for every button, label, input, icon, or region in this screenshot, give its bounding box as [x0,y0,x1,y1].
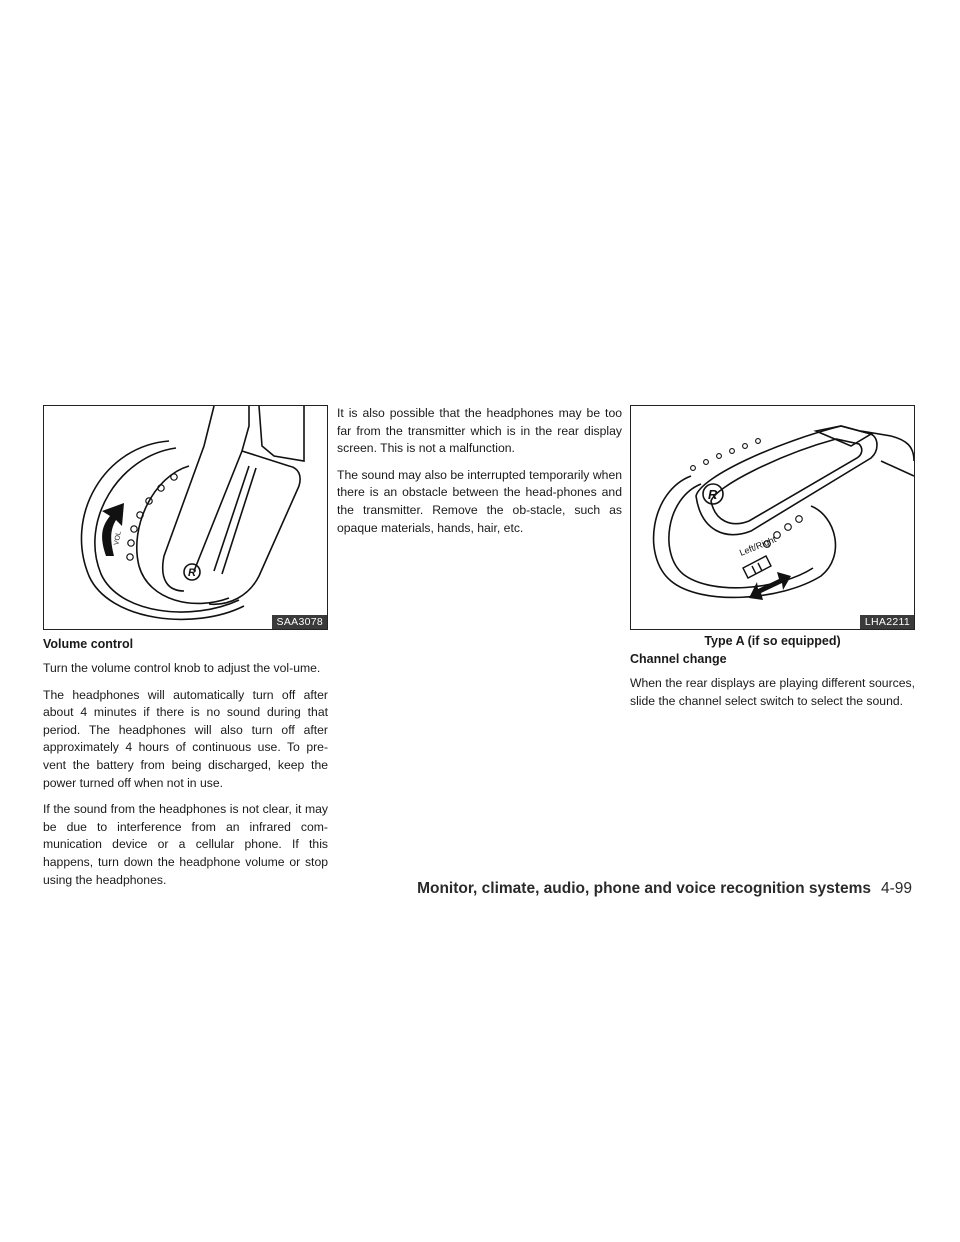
figure-channel-change [630,405,915,630]
brand-letter-left: R [188,567,196,579]
headphone-channel-illustration [631,406,914,629]
figure-caption: Type A (if so equipped) [704,634,841,648]
knob-label: VOL [113,530,123,546]
paragraph: If the sound from the headphones is not clear, it may be due to interference from an infrared com-munication device or a cellular phone. If this happens, turn down the headphone volume or stop using the headphones. [43,802,328,887]
brand-letter-right: R [708,487,718,502]
heading-channel-change: Channel change [630,652,727,666]
paragraph: Turn the volume control knob to adjust the vol-ume. [43,661,321,675]
switch-label: Left/Right [738,534,778,558]
heading-volume-control: Volume control [43,637,134,651]
figure-code-right: LHA2211 [860,615,914,629]
left-column [43,405,328,898]
headphone-volume-illustration [44,406,327,629]
paragraph: When the rear displays are playing different sources, slide the channel select switch to select the sound. [630,676,915,708]
right-column [630,405,915,719]
paragraph: The headphones will automatically turn off after about 4 minutes if there is no sound during that period. The headphones will also turn off after approximately 4 hours of continuous use. To pre-vent the battery from being discharged, keep the power turned off when not in use. [43,687,328,790]
page-footer [417,880,912,898]
paragraph: It is also possible that the headphones may be too far from the transmitter which is in the rear display screen. This is not a malfunction. [337,406,622,456]
middle-column [337,405,622,546]
paragraph: The sound may also be interrupted temporarily when there is an obstacle between the head-phones and the transmitter. Remove the ob-stacle, such as opaque materials, hands, hair, etc. [337,467,622,535]
footer-section-title: Monitor, climate, audio, phone and voice recognition systems [417,880,871,897]
figure-code-left: SAA3078 [272,615,327,629]
figure-volume-control [43,405,328,630]
page-number: 4-99 [880,880,912,897]
